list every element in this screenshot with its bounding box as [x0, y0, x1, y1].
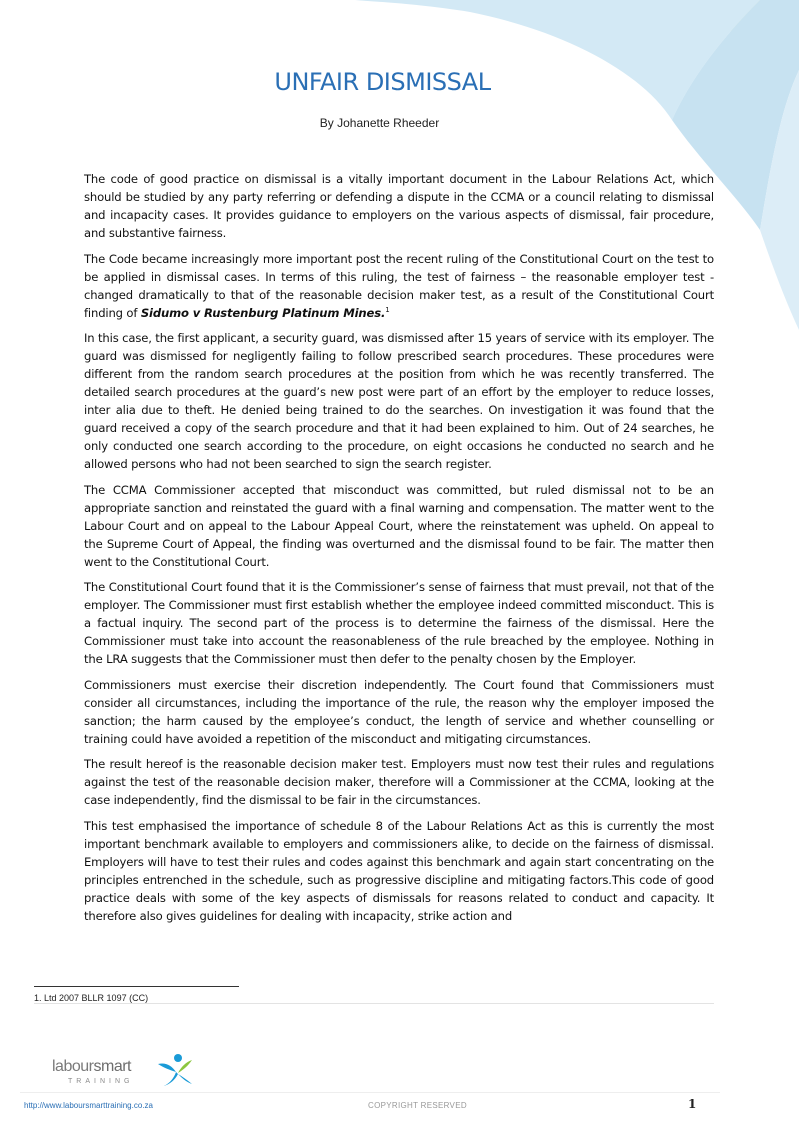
- footer-divider: [34, 1003, 714, 1004]
- paragraph-3: In this case, the first applicant, a security guard, was dismissed after 15 years of service with its employer. The guard was dismissed for negligently failing to follow prescribed search procedures. These procedures were different from the random search procedures at the position from which he was recently transferred. The detailed search procedures at the guard’s new post were part of an effort by the employer to reduce losses, inter alia due to theft. He denied being trained to do the searches. On investigation it was found that the guard received a copy of the search procedure and that it had been explained to him. Out of 24 searches, he only conducted one search according to the procedure, on eight occasions he conducted no search and he allowed persons who had not been searched to sign the search register.: [84, 331, 714, 471]
- footer-url-link[interactable]: http://www.laboursmarttraining.co.za: [24, 1101, 153, 1110]
- laboursmart-logo: [52, 1052, 202, 1092]
- logo-wordmark: [52, 1058, 131, 1076]
- paragraph-6: Commissioners must exercise their discretion independently. The Court found that Commissioners must consider all circumstances, including the importance of the rule, the reason why the employer imposed the sanction; the harm caused by the employee’s conduct, the length of service and whether counselling or training could have avoided a repetition of the misconduct and mitigating circumstances.: [84, 677, 714, 746]
- document-title: UNFAIR DISMISSAL: [274, 68, 491, 96]
- logo-figure-icon: [148, 1052, 194, 1088]
- paragraph-8: This test emphasised the importance of schedule 8 of the Labour Relations Act as this is currently the most important benchmark available to employers and commissioners alike, to decide on the fairness of dismissal. Employers will have to test their rules and codes against this benchmark and again start concentrating on the principles entrenched in the schedule, such as progressive discipline and mitigating factors.This code of good practice deals with some of the key aspects of dismissals for reasons related to conduct and capacity. It therefore also gives guidelines for dealing with incapacity, strike action and: [84, 818, 714, 923]
- case-name: Sidumo v Rustenburg Platinum Mines.: [140, 305, 386, 320]
- paragraph-5: The Constitutional Court found that it is the Commissioner’s sense of fairness that must prevail, not that of the employer. The Commissioner must first establish whether the employee indeed committed misconduct. This is a factual inquiry. The second part of the process is to determine the fairness of the dismissal. Here the Commissioner must take into account the reasonableness of the rule breached by the employee. Nothing in the LRA suggests that the Commissioner must then defer to the penalty chosen by the Employer.: [84, 580, 714, 666]
- article-body: [84, 170, 714, 932]
- page-number: 1: [688, 1097, 697, 1111]
- footer-line: [20, 1092, 720, 1093]
- logo-brand-b: smart: [93, 1058, 131, 1075]
- logo-subtitle: TRAINING: [68, 1078, 134, 1085]
- author-line: By Johanette Rheeder: [319, 116, 440, 130]
- paragraph-4: The CCMA Commissioner accepted that misconduct was committed, but ruled dismissal not to be an appropriate sanction and reinstated the guard with a final warning and compensation. The matter went to the Labour Court and on appeal to the Labour Appeal Court, where the reinstatement was upheld. On appeal to the Supreme Court of Appeal, the finding was overturned and the dismissal found to be fair. The matter then went to the Constitutional Court.: [84, 482, 714, 569]
- logo-brand-a: labour: [52, 1058, 94, 1075]
- paragraph-2: [84, 250, 714, 322]
- footer-copyright: COPYRIGHT RESERVED: [368, 1101, 467, 1110]
- footnote-ref[interactable]: 1: [385, 305, 390, 314]
- paragraph-2-text: The Code became increasingly more important post the recent ruling of the Constitutional Court on the test to be applied in dismissal cases. In terms of this ruling, the test of fairness – the reasonable employer test - changed dramatically to that of the reasonable decision maker test, as a result of the Constitutional Court finding of: [84, 251, 714, 320]
- footnote-text: 1. Ltd 2007 BLLR 1097 (CC): [34, 993, 149, 1003]
- paragraph-7: The result hereof is the reasonable decision maker test. Employers must now test their rules and regulations against the test of the reasonable decision maker, therefore will a Commissioner at the CCMA, looking at the case independently, find the dismissal to be fair in the circumstances.: [84, 757, 714, 807]
- paragraph-1: The code of good practice on dismissal is a vitally important document in the Labour Relations Act, which should be studied by any party referring or defending a dispute in the CCMA or a council relating to dismissal and incapacity cases. It provides guidance to employers on the various aspects of dismissal, fair procedure, and substantive fairness.: [84, 172, 714, 240]
- footnote-separator: [34, 986, 239, 987]
